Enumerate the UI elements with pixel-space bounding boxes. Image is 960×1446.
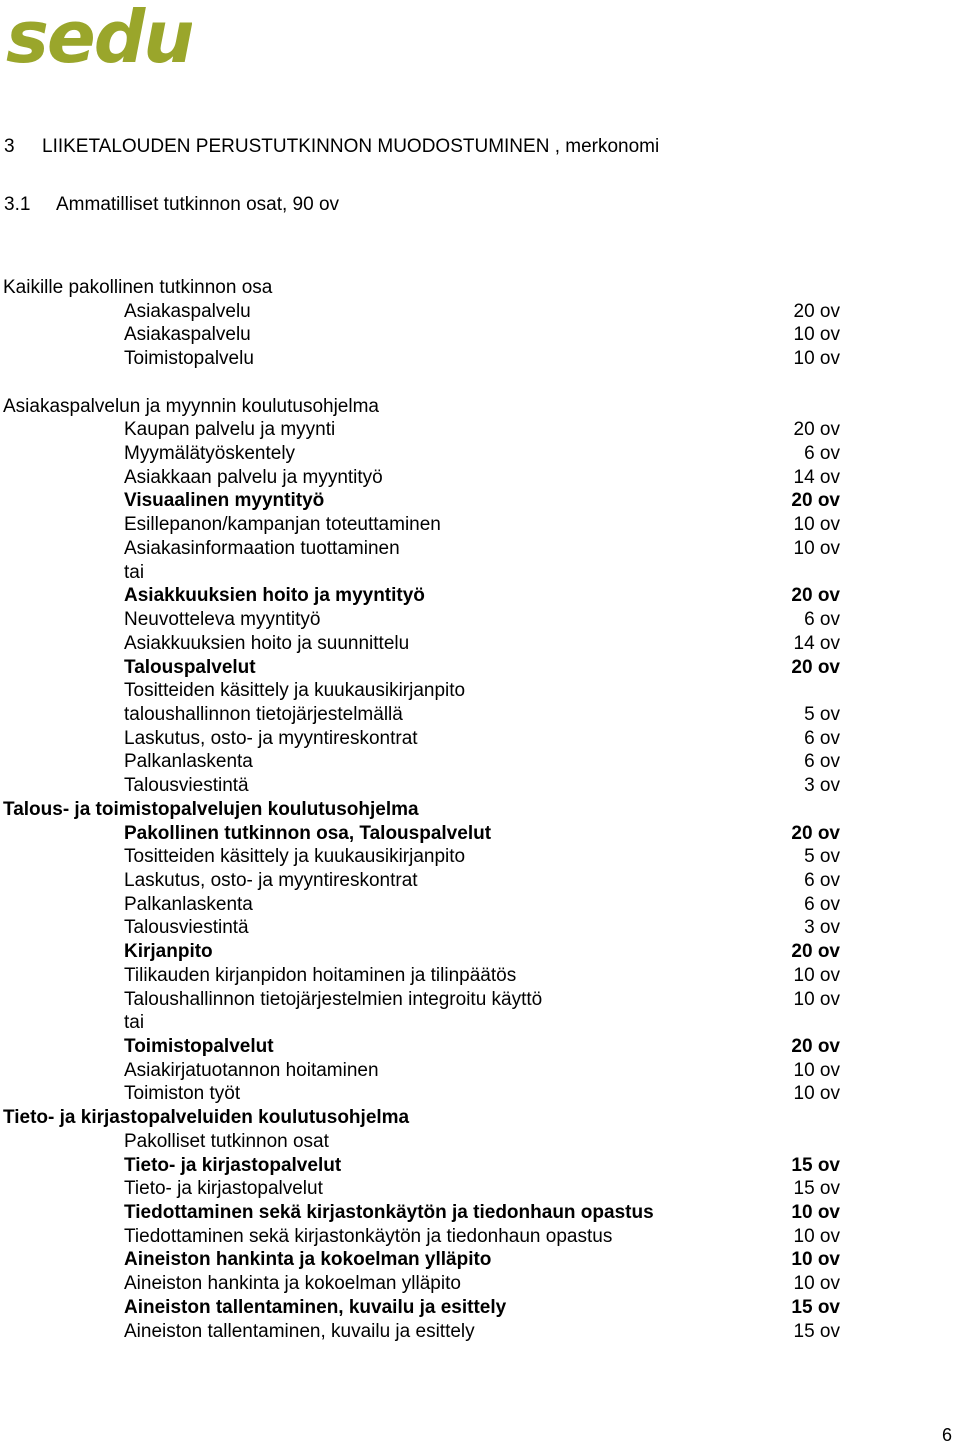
row-credits: 20 ov — [793, 300, 840, 322]
row-credits: 10 ov — [791, 1249, 840, 1271]
row-label: Aineiston hankinta ja kokoelman ylläpito — [124, 1249, 492, 1271]
row-credits: 3 ov — [804, 775, 840, 797]
list-row — [0, 869, 960, 893]
logo-wordmark — [6, 4, 192, 70]
row-credits: 20 ov — [793, 419, 840, 441]
programme-heading-row — [0, 395, 960, 419]
list-row — [0, 988, 960, 1012]
row-label: Aineiston tallentaminen, kuvailu ja esittely — [124, 1296, 507, 1318]
row-label: Asiakaspalvelu — [124, 324, 251, 346]
row-label: Tositteiden käsittely ja kuukausikirjanpito — [124, 846, 466, 868]
row-label: Tieto- ja kirjastopalvelut — [124, 1154, 342, 1176]
row-label: tai — [124, 561, 145, 583]
row-label: Asiakaspalvelun ja myynnin koulutusohjelma — [3, 395, 379, 417]
sedu-logo — [6, 4, 192, 76]
row-credits: 10 ov — [793, 988, 840, 1010]
row-label: Kaikille pakollinen tutkinnon osa — [3, 277, 273, 298]
list-row — [0, 774, 960, 798]
list-row — [0, 1059, 960, 1083]
row-label: Myymälätyöskentely — [124, 443, 296, 465]
row-label: Asiakirjatuotannon hoitaminen — [124, 1059, 379, 1081]
section-title: Ammatilliset tutkinnon osat, 90 ov — [56, 194, 340, 215]
programme-heading-row — [0, 798, 960, 822]
row-credits: 15 ov — [793, 1320, 840, 1342]
list-row — [0, 703, 960, 727]
row-label: Neuvotteleva myyntityö — [124, 609, 321, 631]
row-label: Kaupan palvelu ja myynti — [124, 419, 336, 441]
list-row — [0, 371, 960, 395]
row-credits: 6 ov — [804, 443, 840, 465]
list-row — [0, 940, 960, 964]
list-row — [0, 1248, 960, 1272]
list-row — [0, 964, 960, 988]
list-row — [0, 323, 960, 347]
list-row — [0, 608, 960, 632]
chapter-title: LIIKETALOUDEN PERUSTUTKINNON MUODOSTUMINEN , merkonomi — [42, 136, 660, 157]
row-label: Talous- ja toimistopalvelujen koulutusohjelma — [3, 798, 419, 820]
row-label: Kirjanpito — [124, 941, 213, 963]
row-credits: 10 ov — [793, 514, 840, 536]
row-credits: 10 ov — [793, 964, 840, 986]
row-label: Asiakkuuksien hoito ja myyntityö — [124, 585, 425, 607]
row-label: Palkanlaskenta — [124, 893, 253, 915]
row-credits: 10 ov — [791, 1202, 840, 1224]
logo-text: sedu — [6, 4, 192, 70]
list-row — [0, 1177, 960, 1201]
row-credits: 20 ov — [791, 585, 840, 607]
row-label: Esillepanon/kampanjan toteuttaminen — [124, 514, 441, 536]
list-row — [0, 1320, 960, 1344]
list-row — [0, 418, 960, 442]
list-row — [0, 822, 960, 846]
chapter-heading — [4, 136, 659, 158]
row-credits: 15 ov — [791, 1296, 840, 1318]
row-credits: 15 ov — [791, 1154, 840, 1176]
list-row — [0, 1225, 960, 1249]
row-label: Pakollinen tutkinnon osa, Talouspalvelut — [124, 822, 492, 844]
row-credits: 5 ov — [804, 703, 840, 725]
row-credits: 3 ov — [804, 917, 840, 939]
qualification-list — [0, 276, 960, 1343]
row-label: Aineiston tallentaminen, kuvailu ja esittely — [124, 1320, 475, 1342]
list-row — [0, 442, 960, 466]
list-row — [0, 727, 960, 751]
programme-heading-row — [0, 1106, 960, 1130]
list-row — [0, 513, 960, 537]
row-credits: 10 ov — [793, 1059, 840, 1081]
row-label: Asiakkaan palvelu ja myyntityö — [124, 466, 383, 488]
row-credits: 15 ov — [793, 1178, 840, 1200]
row-credits: 14 ov — [793, 466, 840, 488]
row-label: Asiakaspalvelu — [124, 300, 251, 322]
row-label: Talousviestintä — [124, 775, 249, 797]
list-row — [0, 1011, 960, 1035]
list-row — [0, 1296, 960, 1320]
list-row — [0, 300, 960, 324]
row-credits: 14 ov — [793, 632, 840, 654]
row-label: Talousviestintä — [124, 917, 249, 939]
row-label: Tiedottaminen sekä kirjastonkäytön ja tiedonhaun opastus — [124, 1202, 654, 1224]
list-row — [0, 750, 960, 774]
list-row — [0, 845, 960, 869]
row-credits: 6 ov — [804, 751, 840, 773]
row-label: Aineiston hankinta ja kokoelman ylläpito — [124, 1273, 461, 1295]
list-row — [0, 893, 960, 917]
row-credits: 10 ov — [793, 1273, 840, 1295]
row-credits: 10 ov — [793, 348, 840, 370]
page-number: 6 — [941, 1425, 952, 1445]
row-label: tai — [124, 1012, 145, 1034]
row-credits: 20 ov — [791, 490, 840, 512]
row-label: Pakolliset tutkinnon osat — [124, 1130, 329, 1152]
list-row — [0, 1035, 960, 1059]
row-credits: 10 ov — [793, 324, 840, 346]
row-label: Taloushallinnon tietojärjestelmien integroitu käyttö — [124, 988, 543, 1010]
row-label: Laskutus, osto- ja myyntireskontrat — [124, 869, 418, 891]
row-credits: 20 ov — [791, 822, 840, 844]
row-label: Tiedottaminen sekä kirjastonkäytön ja tiedonhaun opastus — [124, 1225, 613, 1247]
row-credits: 6 ov — [804, 869, 840, 891]
list-row — [0, 561, 960, 585]
list-row — [0, 656, 960, 680]
row-credits: 6 ov — [804, 727, 840, 749]
list-row — [0, 1154, 960, 1178]
row-credits: 6 ov — [804, 609, 840, 631]
list-row — [0, 679, 960, 703]
list-row — [0, 1201, 960, 1225]
section-number: 3.1 — [4, 194, 31, 215]
list-row — [0, 632, 960, 656]
list-row — [0, 1130, 960, 1154]
list-row — [0, 347, 960, 371]
list-row — [0, 1272, 960, 1296]
row-label: taloushallinnon tietojärjestelmällä — [124, 703, 403, 725]
row-label: Asiakkuuksien hoito ja suunnittelu — [124, 632, 410, 654]
row-credits: 10 ov — [793, 537, 840, 559]
row-credits: 20 ov — [791, 1036, 840, 1057]
row-label: Tieto- ja kirjastopalvelut — [124, 1178, 323, 1200]
row-credits: 6 ov — [804, 893, 840, 915]
row-credits: 20 ov — [791, 656, 840, 678]
row-label: Laskutus, osto- ja myyntireskontrat — [124, 727, 418, 749]
row-label: Toimistopalvelut — [124, 1036, 274, 1057]
row-label: Talouspalvelut — [124, 656, 256, 678]
programme-heading-row — [0, 276, 960, 300]
row-credits: 5 ov — [804, 846, 840, 868]
row-label: Tilikauden kirjanpidon hoitaminen ja tilinpäätös — [124, 964, 517, 986]
list-row — [0, 916, 960, 940]
list-row — [0, 489, 960, 513]
row-label: Tositteiden käsittely ja kuukausikirjanpito — [124, 680, 466, 702]
list-row — [0, 1082, 960, 1106]
row-label: Palkanlaskenta — [124, 751, 253, 773]
row-label: Tieto- ja kirjastopalveluiden koulutusohjelma — [3, 1107, 410, 1129]
chapter-number: 3 — [4, 136, 15, 157]
row-label: Visuaalinen myyntityö — [124, 490, 325, 512]
row-credits: 20 ov — [791, 941, 840, 963]
row-credits: 10 ov — [793, 1083, 840, 1105]
row-label: Toimiston työt — [124, 1083, 241, 1105]
row-label: Asiakasinformaation tuottaminen — [124, 537, 400, 559]
section-heading — [4, 194, 339, 216]
list-row — [0, 584, 960, 608]
list-row — [0, 537, 960, 561]
list-row — [0, 466, 960, 490]
row-credits: 10 ov — [793, 1225, 840, 1247]
row-label: Toimistopalvelu — [124, 348, 254, 370]
